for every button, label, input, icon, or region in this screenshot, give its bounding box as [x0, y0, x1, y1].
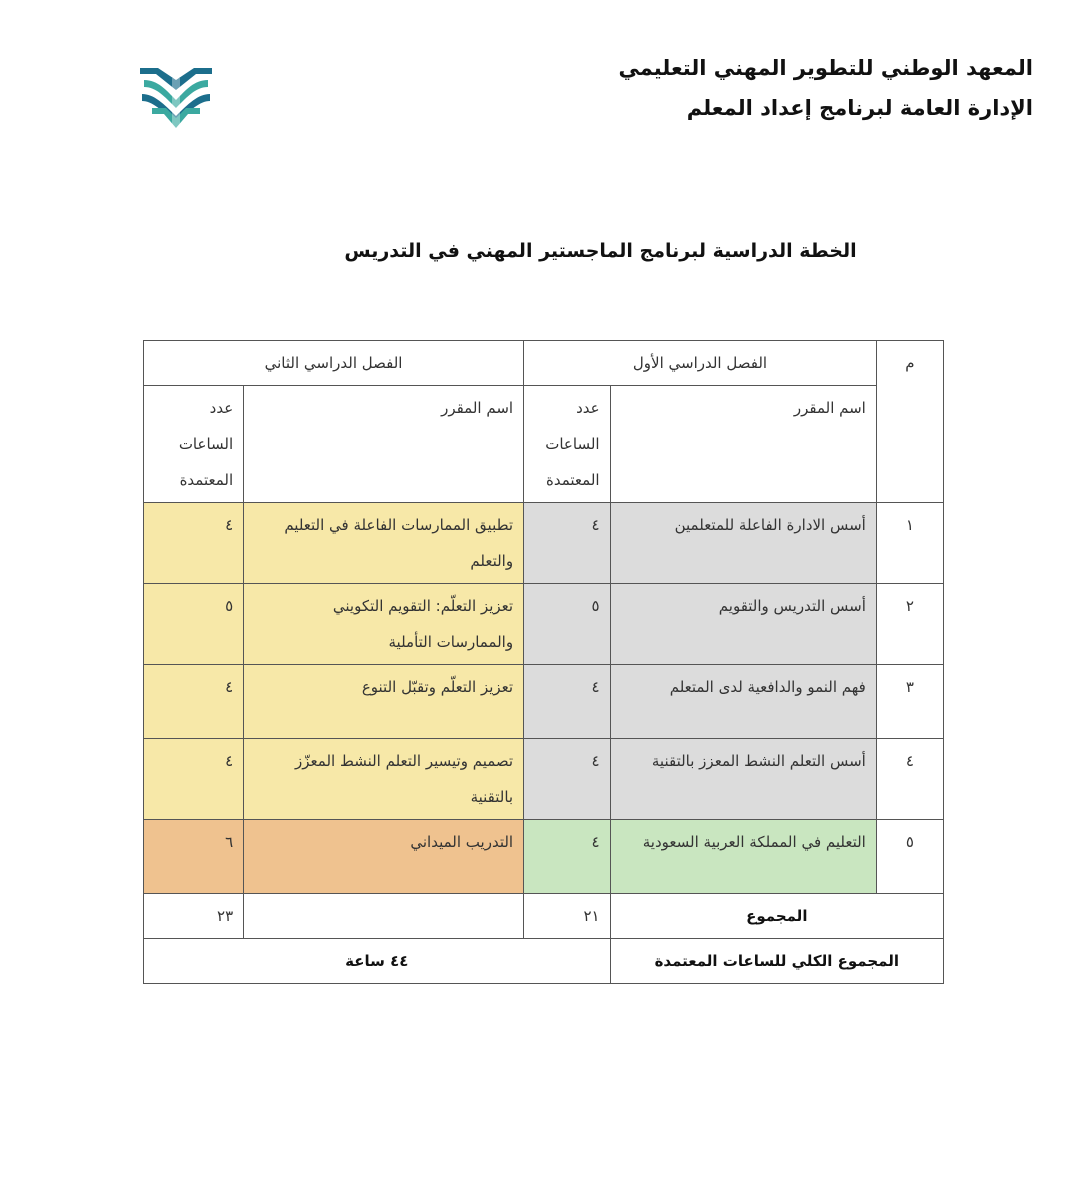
- term2-course: التدريب الميداني: [244, 820, 524, 894]
- institute-header: [618, 48, 1033, 128]
- term2-header: الفصل الدراسي الثاني: [144, 341, 524, 386]
- totals-row: [144, 894, 944, 939]
- term2-course-header: اسم المقرر: [244, 386, 524, 503]
- term1-hours: ٤: [524, 820, 610, 894]
- term1-hours: ٤: [524, 503, 610, 584]
- term2-hours: ٤: [144, 665, 244, 739]
- department-name: الإدارة العامة لبرنامج إعداد المعلم: [686, 96, 1033, 120]
- grand-total-row: [144, 939, 944, 984]
- term1-course-header: اسم المقرر: [610, 386, 876, 503]
- term2-hours: ٤: [144, 503, 244, 584]
- term2-hours-header: عدد الساعات المعتمدة: [144, 386, 244, 503]
- table-row: [144, 503, 944, 584]
- institute-name: المعهد الوطني للتطوير المهني التعليمي: [618, 56, 1033, 80]
- term2-course: تعزيز التعلّم وتقبّل التنوع: [244, 665, 524, 739]
- total-term1: ٢١: [524, 894, 610, 939]
- total-term2: ٢٣: [144, 894, 244, 939]
- total-term2-spacer: [244, 894, 524, 939]
- term1-course: فهم النمو والدافعية لدى المتعلم: [610, 665, 876, 739]
- table-row: [144, 584, 944, 665]
- ntdp-logo-icon: [138, 60, 214, 132]
- grand-total-value: ٤٤ ساعة: [144, 939, 611, 984]
- row-number: ٤: [876, 739, 943, 820]
- row-number: ١: [876, 503, 943, 584]
- table-row: [144, 820, 944, 894]
- term2-course: تصميم وتيسير التعلم النشط المعزّز بالتقنية: [244, 739, 524, 820]
- term2-hours: ٦: [144, 820, 244, 894]
- row-number: ٥: [876, 820, 943, 894]
- term2-hours: ٥: [144, 584, 244, 665]
- study-plan-table: [143, 340, 944, 984]
- term1-hours: ٤: [524, 739, 610, 820]
- term1-course: أسس التدريس والتقويم: [610, 584, 876, 665]
- grand-total-label: المجموع الكلي للساعات المعتمدة: [610, 939, 943, 984]
- term1-course: أسس الادارة الفاعلة للمتعلمين: [610, 503, 876, 584]
- term1-header: الفصل الدراسي الأول: [524, 341, 877, 386]
- term1-course: أسس التعلم النشط المعزز بالتقنية: [610, 739, 876, 820]
- term2-hours: ٤: [144, 739, 244, 820]
- term1-course: التعليم في المملكة العربية السعودية: [610, 820, 876, 894]
- total-label: المجموع: [610, 894, 943, 939]
- term1-hours: ٥: [524, 584, 610, 665]
- plan-title: الخطة الدراسية لبرنامج الماجستير المهني في التدريس: [344, 240, 857, 262]
- term2-course: تطبيق الممارسات الفاعلة في التعليم والتعلم: [244, 503, 524, 584]
- index-header: م: [876, 341, 943, 503]
- table-row: [144, 665, 944, 739]
- row-number: ٣: [876, 665, 943, 739]
- term1-hours-header: عدد الساعات المعتمدة: [524, 386, 610, 503]
- term1-hours: ٤: [524, 665, 610, 739]
- term2-course: تعزيز التعلّم: التقويم التكويني والممارسات التأملية: [244, 584, 524, 665]
- table-row: [144, 739, 944, 820]
- row-number: ٢: [876, 584, 943, 665]
